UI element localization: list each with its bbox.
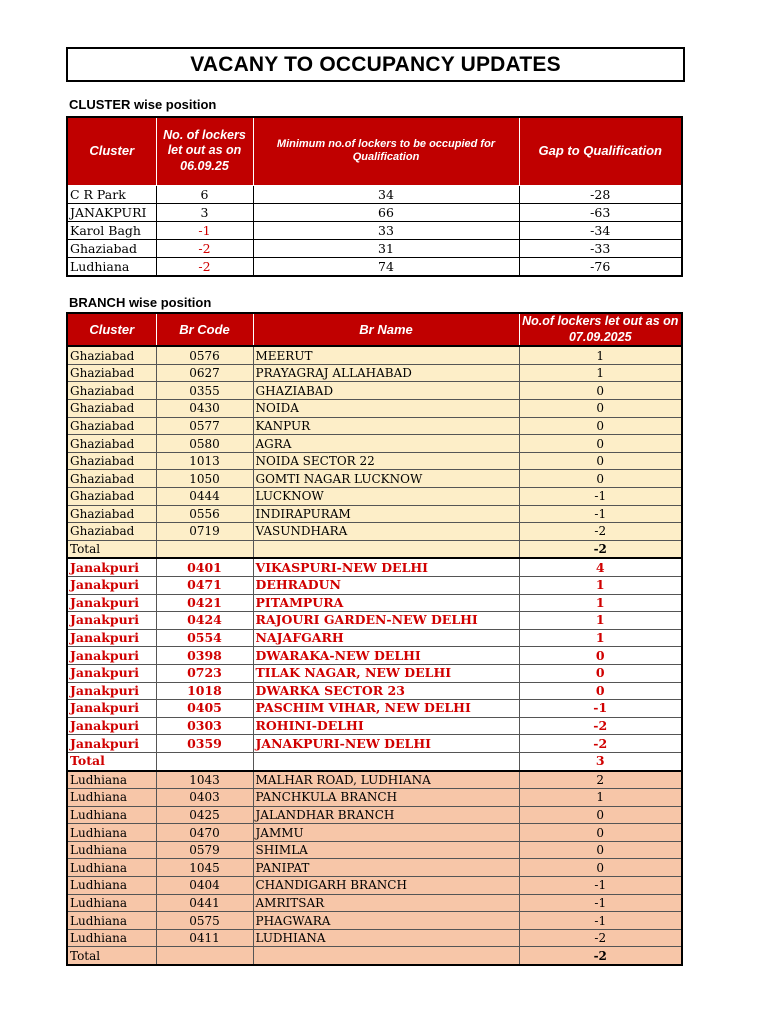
branch-value-cell: -1 <box>519 700 682 718</box>
branch-code-cell: 0470 <box>156 824 253 842</box>
branch-cluster-cell: Janakpuri <box>67 558 156 576</box>
branch-name-cell: MALHAR ROAD, LUDHIANA <box>253 771 519 789</box>
branch-code-cell: 1050 <box>156 470 253 488</box>
branch-value-cell: 1 <box>519 346 682 364</box>
table-row <box>67 435 682 453</box>
cluster-header-let-out: No. of lockers let out as on 06.09.25 <box>156 117 253 185</box>
branch-name-cell: PHAGWARA <box>253 912 519 930</box>
table-row <box>67 558 682 576</box>
let-out-cell: -2 <box>156 239 253 257</box>
branch-value-cell: 0 <box>519 400 682 418</box>
table-row <box>67 682 682 700</box>
table-row <box>67 505 682 523</box>
gap-cell: -34 <box>519 221 682 239</box>
branch-cluster-cell: Ludhiana <box>67 877 156 895</box>
branch-name-cell: JAMMU <box>253 824 519 842</box>
table-row <box>67 841 682 859</box>
branch-value-cell: -2 <box>519 717 682 735</box>
branch-name-cell: PANIPAT <box>253 859 519 877</box>
table-row <box>67 700 682 718</box>
table-row <box>67 877 682 895</box>
branch-value-cell: 0 <box>519 806 682 824</box>
branch-name-cell: GHAZIABAD <box>253 382 519 400</box>
table-row <box>67 824 682 842</box>
total-label-cell: Total <box>67 947 156 965</box>
branch-cluster-cell: Ludhiana <box>67 929 156 947</box>
table-row <box>67 364 682 382</box>
branch-cluster-cell: Ghaziabad <box>67 382 156 400</box>
branch-name-cell: DWARAKA-NEW DELHI <box>253 647 519 665</box>
branch-value-cell: -1 <box>519 488 682 506</box>
cluster-name-cell: Ghaziabad <box>67 239 156 257</box>
branch-code-cell: 0471 <box>156 576 253 594</box>
branch-name-cell: LUCKNOW <box>253 488 519 506</box>
branch-name-cell: VASUNDHARA <box>253 523 519 541</box>
branch-code-cell: 0355 <box>156 382 253 400</box>
branch-header-name: Br Name <box>253 313 519 346</box>
empty-cell <box>156 752 253 770</box>
table-row <box>67 806 682 824</box>
table-row <box>67 771 682 789</box>
table-row <box>67 400 682 418</box>
branch-cluster-cell: Janakpuri <box>67 594 156 612</box>
table-row <box>67 185 682 203</box>
table-row <box>67 346 682 364</box>
branch-cluster-cell: Janakpuri <box>67 612 156 630</box>
branch-cluster-cell: Janakpuri <box>67 682 156 700</box>
branch-cluster-cell: Ludhiana <box>67 894 156 912</box>
branch-code-cell: 0403 <box>156 789 253 807</box>
branch-code-cell: 0554 <box>156 629 253 647</box>
cluster-table <box>66 116 683 277</box>
branch-code-cell: 0401 <box>156 558 253 576</box>
table-row <box>67 257 682 276</box>
branch-code-cell: 1018 <box>156 682 253 700</box>
branch-value-cell: -2 <box>519 929 682 947</box>
branch-cluster-cell: Ghaziabad <box>67 488 156 506</box>
branch-value-cell: -1 <box>519 894 682 912</box>
cluster-header-gap: Gap to Qualification <box>519 117 682 185</box>
total-value-cell: -2 <box>519 947 682 965</box>
branch-code-cell: 0398 <box>156 647 253 665</box>
table-row <box>67 894 682 912</box>
table-row <box>67 647 682 665</box>
branch-code-cell: 0575 <box>156 912 253 930</box>
branch-value-cell: 1 <box>519 629 682 647</box>
branch-cluster-cell: Ghaziabad <box>67 435 156 453</box>
branch-cluster-cell: Janakpuri <box>67 735 156 753</box>
branch-value-cell: 1 <box>519 789 682 807</box>
branch-name-cell: NOIDA SECTOR 22 <box>253 452 519 470</box>
branch-code-cell: 0303 <box>156 717 253 735</box>
branch-cluster-cell: Ghaziabad <box>67 417 156 435</box>
cluster-table-body <box>67 185 682 276</box>
table-row <box>67 664 682 682</box>
branch-code-cell: 0359 <box>156 735 253 753</box>
table-row <box>67 470 682 488</box>
empty-cell <box>156 947 253 965</box>
let-out-cell: 6 <box>156 185 253 203</box>
branch-section-label: BRANCH wise position <box>69 295 212 310</box>
branch-code-cell: 1045 <box>156 859 253 877</box>
branch-value-cell: 0 <box>519 682 682 700</box>
branch-name-cell: KANPUR <box>253 417 519 435</box>
branch-value-cell: 0 <box>519 435 682 453</box>
gap-cell: -28 <box>519 185 682 203</box>
branch-code-cell: 0411 <box>156 929 253 947</box>
table-row <box>67 221 682 239</box>
empty-cell <box>253 540 519 558</box>
total-row <box>67 540 682 558</box>
branch-name-cell: GOMTI NAGAR LUCKNOW <box>253 470 519 488</box>
branch-code-cell: 0430 <box>156 400 253 418</box>
branch-code-cell: 0405 <box>156 700 253 718</box>
gap-cell: -63 <box>519 203 682 221</box>
branch-cluster-cell: Janakpuri <box>67 700 156 718</box>
branch-name-cell: PANCHKULA BRANCH <box>253 789 519 807</box>
total-value-cell: -2 <box>519 540 682 558</box>
branch-cluster-cell: Ludhiana <box>67 789 156 807</box>
table-row <box>67 912 682 930</box>
let-out-cell: 3 <box>156 203 253 221</box>
table-row <box>67 239 682 257</box>
table-row <box>67 717 682 735</box>
branch-value-cell: 0 <box>519 647 682 665</box>
branch-code-cell: 0627 <box>156 364 253 382</box>
branch-cluster-cell: Ludhiana <box>67 771 156 789</box>
table-row <box>67 488 682 506</box>
branch-code-cell: 0425 <box>156 806 253 824</box>
branch-value-cell: 1 <box>519 576 682 594</box>
branch-name-cell: NAJAFGARH <box>253 629 519 647</box>
cluster-name-cell: C R Park <box>67 185 156 203</box>
cluster-name-cell: JANAKPURI <box>67 203 156 221</box>
let-out-cell: -1 <box>156 221 253 239</box>
branch-value-cell: 0 <box>519 417 682 435</box>
table-row <box>67 523 682 541</box>
table-row <box>67 203 682 221</box>
branch-header-cluster: Cluster <box>67 313 156 346</box>
branch-cluster-cell: Ghaziabad <box>67 400 156 418</box>
branch-value-cell: 0 <box>519 824 682 842</box>
branch-value-cell: 0 <box>519 664 682 682</box>
branch-value-cell: -2 <box>519 523 682 541</box>
total-value-cell: 3 <box>519 752 682 770</box>
branch-cluster-cell: Ludhiana <box>67 824 156 842</box>
branch-cluster-cell: Janakpuri <box>67 664 156 682</box>
cluster-name-cell: Ludhiana <box>67 257 156 276</box>
table-row <box>67 859 682 877</box>
branch-name-cell: DEHRADUN <box>253 576 519 594</box>
empty-cell <box>253 752 519 770</box>
branch-code-cell: 0580 <box>156 435 253 453</box>
table-row <box>67 629 682 647</box>
branch-value-cell: 2 <box>519 771 682 789</box>
branch-name-cell: MEERUT <box>253 346 519 364</box>
branch-table-body <box>67 346 682 965</box>
branch-cluster-cell: Janakpuri <box>67 629 156 647</box>
table-row <box>67 612 682 630</box>
branch-cluster-cell: Ludhiana <box>67 841 156 859</box>
branch-name-cell: TILAK NAGAR, NEW DELHI <box>253 664 519 682</box>
empty-cell <box>253 947 519 965</box>
branch-code-cell: 0576 <box>156 346 253 364</box>
branch-cluster-cell: Ludhiana <box>67 859 156 877</box>
table-row <box>67 789 682 807</box>
branch-code-cell: 0444 <box>156 488 253 506</box>
table-row <box>67 735 682 753</box>
total-label-cell: Total <box>67 752 156 770</box>
branch-cluster-cell: Ludhiana <box>67 912 156 930</box>
branch-value-cell: -2 <box>519 735 682 753</box>
branch-value-cell: 4 <box>519 558 682 576</box>
table-row <box>67 576 682 594</box>
table-row <box>67 452 682 470</box>
table-row <box>67 417 682 435</box>
branch-value-cell: 0 <box>519 452 682 470</box>
branch-name-cell: RAJOURI GARDEN-NEW DELHI <box>253 612 519 630</box>
branch-value-cell: -1 <box>519 505 682 523</box>
branch-name-cell: AMRITSAR <box>253 894 519 912</box>
branch-cluster-cell: Janakpuri <box>67 576 156 594</box>
branch-value-cell: 1 <box>519 364 682 382</box>
branch-name-cell: ROHINI-DELHI <box>253 717 519 735</box>
branch-value-cell: 0 <box>519 382 682 400</box>
branch-name-cell: PITAMPURA <box>253 594 519 612</box>
branch-name-cell: LUDHIANA <box>253 929 519 947</box>
branch-name-cell: DWARKA SECTOR 23 <box>253 682 519 700</box>
branch-table <box>66 312 683 966</box>
branch-name-cell: CHANDIGARH BRANCH <box>253 877 519 895</box>
branch-value-cell: 1 <box>519 594 682 612</box>
branch-value-cell: 1 <box>519 612 682 630</box>
branch-code-cell: 0424 <box>156 612 253 630</box>
empty-cell <box>156 540 253 558</box>
branch-code-cell: 1043 <box>156 771 253 789</box>
branch-name-cell: SHIMLA <box>253 841 519 859</box>
minimum-cell: 74 <box>253 257 519 276</box>
table-row <box>67 382 682 400</box>
branch-name-cell: AGRA <box>253 435 519 453</box>
branch-code-cell: 0556 <box>156 505 253 523</box>
branch-name-cell: INDIRAPURAM <box>253 505 519 523</box>
branch-cluster-cell: Ghaziabad <box>67 346 156 364</box>
branch-header-value: No.of lockers let out as on 07.09.2025 <box>519 313 682 346</box>
branch-value-cell: 0 <box>519 470 682 488</box>
branch-code-cell: 0577 <box>156 417 253 435</box>
branch-name-cell: NOIDA <box>253 400 519 418</box>
cluster-header-minimum: Minimum no.of lockers to be occupied for Qualification <box>253 117 519 185</box>
minimum-cell: 34 <box>253 185 519 203</box>
branch-name-cell: JANAKPURI-NEW DELHI <box>253 735 519 753</box>
minimum-cell: 33 <box>253 221 519 239</box>
let-out-cell: -2 <box>156 257 253 276</box>
branch-code-cell: 0723 <box>156 664 253 682</box>
gap-cell: -33 <box>519 239 682 257</box>
total-label-cell: Total <box>67 540 156 558</box>
total-row <box>67 752 682 770</box>
branch-code-cell: 0719 <box>156 523 253 541</box>
branch-code-cell: 0421 <box>156 594 253 612</box>
branch-code-cell: 0441 <box>156 894 253 912</box>
branch-header-code: Br Code <box>156 313 253 346</box>
branch-cluster-cell: Janakpuri <box>67 647 156 665</box>
minimum-cell: 31 <box>253 239 519 257</box>
branch-code-cell: 1013 <box>156 452 253 470</box>
branch-name-cell: PRAYAGRAJ ALLAHABAD <box>253 364 519 382</box>
branch-value-cell: 0 <box>519 841 682 859</box>
branch-value-cell: -1 <box>519 877 682 895</box>
minimum-cell: 66 <box>253 203 519 221</box>
branch-name-cell: VIKASPURI-NEW DELHI <box>253 558 519 576</box>
branch-cluster-cell: Ghaziabad <box>67 364 156 382</box>
branch-cluster-cell: Ghaziabad <box>67 452 156 470</box>
branch-cluster-cell: Ghaziabad <box>67 470 156 488</box>
branch-name-cell: PASCHIM VIHAR, NEW DELHI <box>253 700 519 718</box>
cluster-name-cell: Karol Bagh <box>67 221 156 239</box>
total-row <box>67 947 682 965</box>
table-row <box>67 929 682 947</box>
branch-value-cell: -1 <box>519 912 682 930</box>
branch-cluster-cell: Ghaziabad <box>67 505 156 523</box>
cluster-header-cluster: Cluster <box>67 117 156 185</box>
branch-value-cell: 0 <box>519 859 682 877</box>
table-row <box>67 594 682 612</box>
branch-name-cell: JALANDHAR BRANCH <box>253 806 519 824</box>
branch-cluster-cell: Ludhiana <box>67 806 156 824</box>
branch-code-cell: 0404 <box>156 877 253 895</box>
branch-cluster-cell: Janakpuri <box>67 717 156 735</box>
page-title: VACANY TO OCCUPANCY UPDATES <box>66 47 685 82</box>
branch-code-cell: 0579 <box>156 841 253 859</box>
cluster-section-label: CLUSTER wise position <box>69 97 217 112</box>
gap-cell: -76 <box>519 257 682 276</box>
branch-cluster-cell: Ghaziabad <box>67 523 156 541</box>
